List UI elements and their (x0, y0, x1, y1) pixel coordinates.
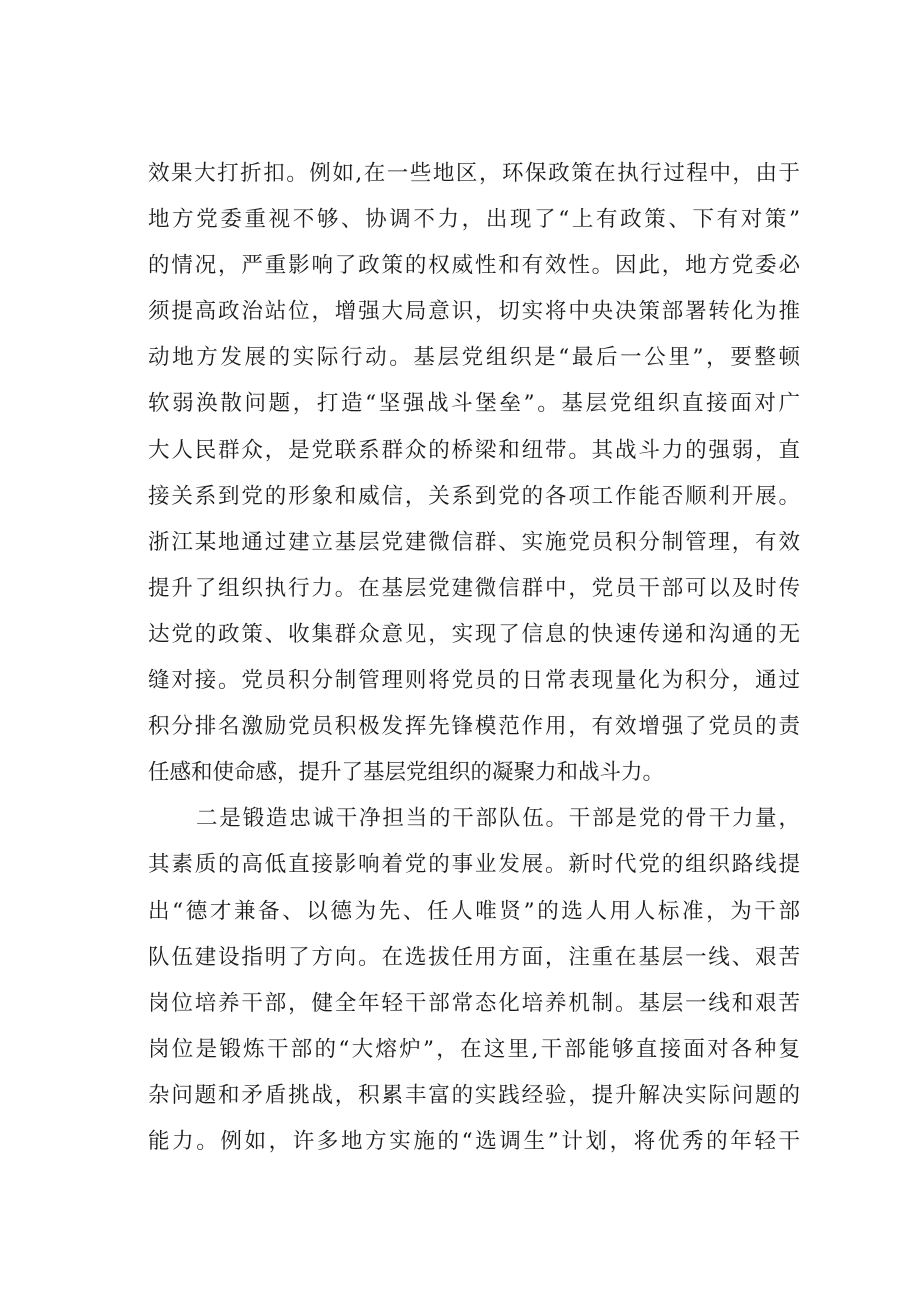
text-line: 其素质的高低直接影响着党的事业发展。新时代党的组织路线提 (148, 852, 800, 878)
text-line: 队伍建设指明了方向。在选拔任用方面，注重在基层一线、艰苦 (148, 944, 800, 970)
text-line: 的情况，严重影响了政策的权威性和有效性。因此，地方党委必 (148, 253, 800, 279)
text-line: 出“德才兼备、以德为先、任人唯贤”的选人用人标准，为干部 (148, 898, 800, 924)
text-line: 提升了组织执行力。在基层党建微信群中，党员干部可以及时传 (148, 575, 800, 601)
text-line: 积分排名激励党员积极发挥先锋模范作用，有效增强了党员的责 (148, 714, 800, 740)
paragraph-first-line: 二是锻造忠诚干净担当的干部队伍。干部是党的骨干力量， (196, 806, 800, 832)
text-line: 岗位是锻炼干部的“大熔炉”，在这里,干部能够直接面对各种复 (148, 1036, 800, 1062)
paragraph-last-line: 任感和使命感，提升了基层党组织的凝聚力和战斗力。 (148, 760, 665, 786)
text-line: 效果大打折扣。例如,在一些地区，环保政策在执行过程中，由于 (148, 161, 800, 186)
text-line: 能力。例如，许多地方实施的“选调生”计划，将优秀的年轻干 (148, 1128, 800, 1154)
text-line: 须提高政治站位，增强大局意识，切实将中央决策部署转化为推 (148, 299, 800, 325)
text-line: 达党的政策、收集群众意见，实现了信息的快速传递和沟通的无 (148, 621, 800, 647)
text-line: 接关系到党的形象和威信，关系到党的各项工作能否顺利开展。 (148, 483, 800, 509)
text-line: 大人民群众，是党联系群众的桥梁和纽带。其战斗力的强弱，直 (148, 437, 800, 463)
text-line: 缝对接。党员积分制管理则将党员的日常表现量化为积分，通过 (148, 668, 800, 694)
text-line: 软弱涣散问题，打造“坚强战斗堡垒”。基层党组织直接面对广 (148, 391, 800, 417)
document-page (148, 151, 800, 1165)
text-line: 岗位培养干部，健全年轻干部常态化培养机制。基层一线和艰苦 (148, 990, 800, 1016)
text-line: 动地方发展的实际行动。基层党组织是“最后一公里”，要整顿 (148, 345, 800, 371)
text-line: 浙江某地通过建立基层党建微信群、实施党员积分制管理，有效 (148, 529, 800, 555)
text-line: 杂问题和矛盾挑战，积累丰富的实践经验，提升解决实际问题的 (148, 1082, 800, 1108)
text-line: 地方党委重视不够、协调不力，出现了“上有政策、下有对策” (148, 207, 800, 233)
